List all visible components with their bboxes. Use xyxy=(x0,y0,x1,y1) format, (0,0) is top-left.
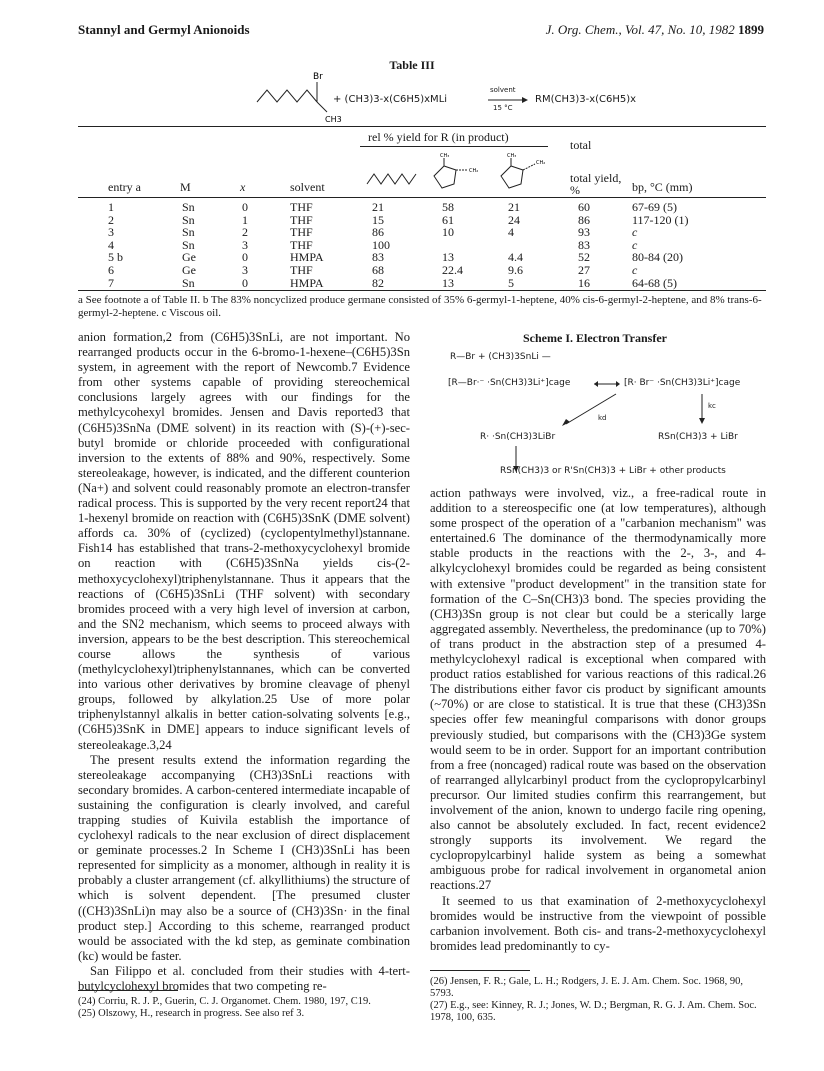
reference-25: (25) Olszowy, H., research in progress. See also ref 3. xyxy=(78,1008,305,1019)
scheme-free-radicals: R· ·Sn(CH3)3LiBr xyxy=(480,432,556,442)
table-cell: 4.4 xyxy=(508,250,523,265)
kc-arrow xyxy=(698,394,706,424)
right-column xyxy=(430,486,766,954)
page-number: 1899 xyxy=(738,22,764,37)
table-cell: 24 xyxy=(508,212,520,227)
col-header-m: M xyxy=(180,180,191,194)
scheme-final-products: RSn(CH3)3 or R'Sn(CH3)3 + LiBr + other products xyxy=(500,466,726,476)
arrow-label-bottom: 15 °C xyxy=(493,104,513,112)
table-cell: 9.6 xyxy=(508,263,523,277)
table-cell: 61 xyxy=(442,212,454,227)
table-cell: 0 xyxy=(242,275,248,290)
table-cell: 0 xyxy=(242,200,248,214)
table-cell: 21 xyxy=(372,200,384,214)
table-cell: 64-68 (5) xyxy=(632,275,677,290)
scheme-caged-radical-anion: [R—Br·⁻ ·Sn(CH3)3Li⁺]cage xyxy=(448,378,571,388)
col-header-total-yield: total yield, % xyxy=(570,171,622,197)
scheme-caged-radical-pair: [R· Br⁻ ·Sn(CH3)3Li⁺]cage xyxy=(624,378,741,388)
table-cell: HMPA xyxy=(290,275,324,290)
table-cell: 83 xyxy=(578,237,590,252)
left-paragraph-1: anion formation,2 from (C6H5)3SnLi, are not important. No rearranged products occur in the 6-bromo-1-hexene–(C6H5)3Sn system, in agreement with the report of Newcomb.7 Evidence from other systems capable of providing stereochemical conclusions largely agrees with our findings for the methylcycohexyl bromides. Jensen and Davis reported3 that (C6H5)3SnNa (DME solvent) in its reaction with (S)-(+)-sec-butyl bromide or chloride proceeded with configurational inversion to the extents of 88% and 90%, respectively. Some stereoleakage, however, is indicated, and the different counterion (Na+) and solvent could reasonably promote an electron-transfer radical process. This is supported by the very recent report24 that 1-hexenyl bromide on reaction with (C6H5)3SnK (DME solvent) affords ca. 30% of (cyclized) (cyclopentylmethyl)stannane. Fish14 has established that trans-2-methoxycyclohexyl bromide on reaction with (C6H5)3SnNa yields cis-(2-methoxycyclohexyl)triphenylstannane. Thus it appears that the reactions of (C6H5)3SnLi (THF solvent) with secondary bromides proceed with a very high level of inversion at carbon, and the SN2 mechanism, which seems to proceed always with inversion, appears to be the best description. This stereochemical course allows the synthesis of various (methylcyclohexyl)triphenylstannanes, which can be converted into various other derivatives by bromine cleavage of phenyl groups, followed by alkylation.25 Use of more polar triphenylstannyl alkalis in better cation-solvating solvents [e.g., (C6H5)3SnK in DME] appears to induce significant levels of stereoleakage.3,24 xyxy=(78,330,410,752)
table-cell: 5 xyxy=(508,275,514,290)
methyl-label: CH3 xyxy=(325,115,342,124)
right-footnote-rule xyxy=(430,970,530,971)
right-references xyxy=(430,976,766,1024)
journal-name: J. Org. Chem., Vol. 47, No. 10, 1982 xyxy=(545,22,735,37)
right-paragraph-1: action pathways were involved, viz., a free-radical route in addition to a stereospecific one (at low temperatures), although some prospect of the operation of a "carbanion mechanism" was entertained.6 The dominance of the thermodynamically more stable products in the reactions with the 2-, 3-, and 4-alkylcyclohexyl bromides could be regarded as being consistent with extensive "product development" in the transition state for formation of the C–Sn(CH3)3 bond. The species providing the (CH3)3Sn group is not clear but could be a sterically large aggregated assembly. Nevertheless, the predominance (up to 70%) of trans product in the abstraction step of a presumed 4-methylcyclohexyl radical is exceptional when compared with product ratios established for various reactions of this radical.26 The distributions either favor cis product by significant amounts (~70%) or are close to statistical. It is true that these (CH3)3Sn species offer few meaningful comparisons with donor groups previously studied, but comparisons with the (CH3)3Ge system would seem to be in order. Support for an important contribution from a free (noncaged) radical route was based on the observation of rearranged allylcarbinyl product from the cyclopropylcarbinyl precursor. Our limited studies confirm this rearrangement, but involvement of the anion, known to undergo facile ring opening, also cannot be absolutely excluded. In fact, recent evidence2 strongly supports its involvement. We regard the cyclopropylcarbinyl halide system as being a somewhat ambiguous probe for radical involvement in organometal anion reactions.27 xyxy=(430,486,766,893)
table-cell: 3 xyxy=(108,225,114,240)
table-cell: 1 xyxy=(242,212,248,227)
table-cell: THF xyxy=(290,225,313,240)
table-cell: 93 xyxy=(578,225,590,240)
table-cell: Ge xyxy=(182,250,196,265)
table-bottom-rule xyxy=(78,290,766,291)
reaction-arrow xyxy=(488,97,528,103)
table-cell: 117-120 (1) xyxy=(632,212,689,227)
left-paragraph-2: The present results extend the information regarding the stereoleakage accompanying (CH3)3SnLi reactions with secondary bromides. A carbon-centered intermediate incapable of sustaining the configuration is clearly involved, and careful trapping studies of Kuivila establish the importance of cyclohexyl radicals to the near exclusion of direct displacement or geminate processes.2 In Scheme I (CH3)3SnLi has been represented for simplicity as a monomer, although in reality it is probably a cluster arrangement (cf. alkyllithiums) the structure of which is solvent dependent. [The presumed cluster ((CH3)3SnLi)n may also be a source of (CH3)3Sn· in the final product step.] According to this scheme, rearranged product would be associated with the kd step, as geminate combination (kc) would be faster. xyxy=(78,752,410,963)
table-cell: Sn xyxy=(182,212,195,227)
kd-arrow xyxy=(560,392,620,428)
arrow-label-top: solvent xyxy=(490,86,516,94)
table-cell: 83 xyxy=(372,250,384,265)
table-cell: 52 xyxy=(578,250,590,265)
trans-methylcyclopentyl-structure xyxy=(495,150,555,190)
table-cell: Ge xyxy=(182,263,196,277)
col-header-x: x xyxy=(240,180,246,194)
table-cell: 13 xyxy=(442,275,454,290)
table-cell: Sn xyxy=(182,237,195,252)
table-cell: c xyxy=(632,263,638,277)
scheme-caged-product: RSn(CH3)3 + LiBr xyxy=(658,432,738,442)
scheme-reactants: R—Br + (CH3)3SnLi — xyxy=(450,352,551,362)
table-cell: 86 xyxy=(578,212,590,227)
table-cell: THF xyxy=(290,212,313,227)
table-cell: 16 xyxy=(578,275,590,290)
left-column xyxy=(78,330,410,994)
reference-27: (27) E.g., see: Kinney, R. J.; Jones, W. D.; Bergman, R. G. J. Am. Chem. Soc. 1978, 100, 635. xyxy=(430,1000,757,1023)
table-footnote: a See footnote a of Table II. b The 83% noncyclized produce germane consisted of 35% 6-germyl-1-heptene, 40% cis-6-germyl-2-heptene, and 8% trans-6-germyl-2-heptene. c Viscous oil. xyxy=(78,294,762,319)
right-paragraph-2: It seemed to us that examination of 2-methoxycyclohexyl bromides would be instructive from the viewpoint of possible carbanion involvement. Both cis- and trans-2-methoxycyclohexyl bromides lead predominantly to cy- xyxy=(430,893,766,953)
table-cell: 3 xyxy=(242,237,248,252)
table-cell: c xyxy=(632,237,638,252)
running-header: Stannyl and Germyl Anionoids xyxy=(78,22,250,37)
svg-text:CH₃: CH₃ xyxy=(507,153,517,159)
col-header-entry: entry a xyxy=(108,180,141,194)
table-cell: THF xyxy=(290,263,313,277)
table-top-rule xyxy=(78,126,766,127)
table-cell: 67-69 (5) xyxy=(632,200,677,214)
product-text: RM(CH3)3-x(C6H5)x xyxy=(535,94,637,105)
table-cell: 7 xyxy=(108,275,114,290)
scheme-diagram xyxy=(430,346,770,476)
table-cell: 22.4 xyxy=(442,263,463,277)
table-cell: Sn xyxy=(182,225,195,240)
total-header: total xyxy=(570,138,592,152)
header-bottom-rule xyxy=(78,197,766,198)
table-cell: 0 xyxy=(242,250,248,265)
col-header-bp: bp, °C (mm) xyxy=(632,180,693,194)
table-cell: 6 xyxy=(108,263,114,277)
table-cell: 15 xyxy=(372,212,384,227)
left-paragraph-3: San Filippo et al. concluded from their studies with 4-tert-butylcyclohexyl bromides that two competing re- xyxy=(78,963,410,994)
table-cell: 5 b xyxy=(108,250,123,265)
table-cell: 13 xyxy=(442,250,454,265)
table-cell: Sn xyxy=(182,275,195,290)
table-cell: 86 xyxy=(372,225,384,240)
table-cell: 80-84 (20) xyxy=(632,250,683,265)
table-cell: c xyxy=(632,225,638,240)
table-cell: 2 xyxy=(108,212,114,227)
reference-24: (24) Corriu, R. J. P., Guerin, C. J. Organomet. Chem. 1980, 197, C19. xyxy=(78,996,371,1007)
scheme-title: Scheme I. Electron Transfer xyxy=(523,331,667,345)
table-cell: 1 xyxy=(108,200,114,214)
table-cell: 82 xyxy=(372,275,384,290)
table-cell: 100 xyxy=(372,237,390,252)
table-cell: 4 xyxy=(508,225,514,240)
table-cell: 4 xyxy=(108,237,114,252)
table-cell: HMPA xyxy=(290,250,324,265)
table-cell: 3 xyxy=(242,263,248,277)
table-title: Table III xyxy=(389,58,435,72)
table-cell: 68 xyxy=(372,263,384,277)
table-cell: 2 xyxy=(242,225,248,240)
svg-text:CH₃: CH₃ xyxy=(440,153,450,159)
table-cell: 58 xyxy=(442,200,454,214)
heptenyl-product-structure xyxy=(365,162,425,192)
left-references xyxy=(78,996,410,1020)
col-header-solvent: solvent xyxy=(290,180,325,194)
table-cell: 27 xyxy=(578,263,590,277)
group-header: rel % yield for R (in product) xyxy=(368,130,509,144)
svg-text:CH₂: CH₂ xyxy=(536,160,546,166)
table-cell: THF xyxy=(290,200,313,214)
reference-26: (26) Jensen, F. R.; Gale, L. H.; Rodgers, J. E. J. Am. Chem. Soc. 1968, 90, 5793. xyxy=(430,976,743,999)
table-cell: 21 xyxy=(508,200,520,214)
svg-text:CH₂: CH₂ xyxy=(469,168,479,174)
table-cell: THF xyxy=(290,237,313,252)
reagent-text: + (CH3)3-x(C6H5)xMLi xyxy=(333,94,448,105)
table-cell: 10 xyxy=(442,225,454,240)
group-header-rule xyxy=(360,146,548,147)
table-cell: Sn xyxy=(182,200,195,214)
journal-citation xyxy=(546,22,764,38)
table-cell: 60 xyxy=(578,200,590,214)
kc-label: kc xyxy=(708,402,716,410)
reaction-equation xyxy=(235,64,735,124)
left-footnote-rule xyxy=(78,990,178,991)
equilibrium-arrow xyxy=(594,380,620,388)
cis-methylcyclopentyl-structure xyxy=(428,150,488,190)
kd-label: kd xyxy=(598,414,607,422)
bromine-label: Br xyxy=(313,72,323,82)
